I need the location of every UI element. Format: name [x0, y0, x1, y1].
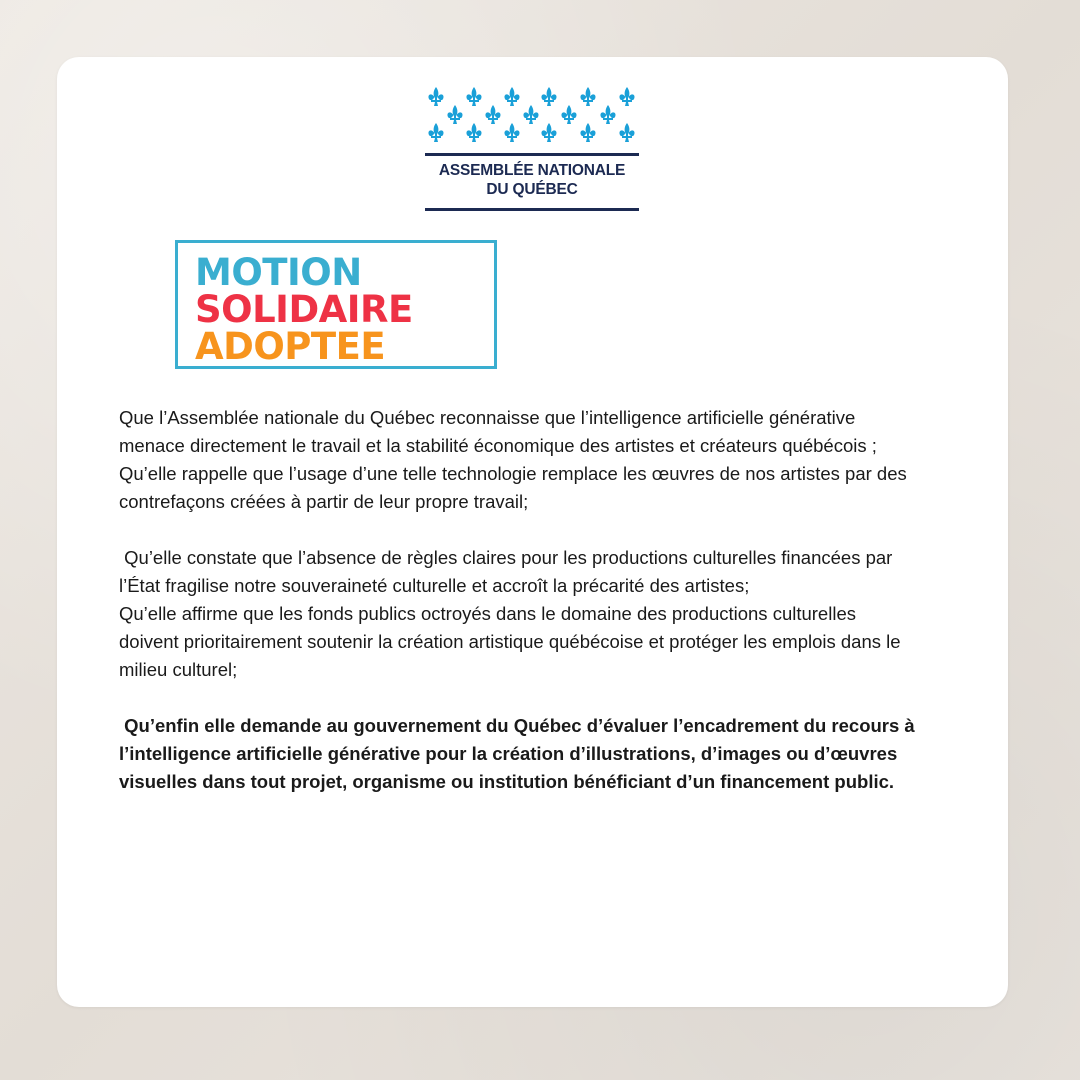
paragraph-gap: [119, 516, 919, 544]
motion-paragraph: Qu’elle affirme que les fonds publics octroyés dans le domaine des productions culturelles doivent prioritairement soutenir la création artistique québécoise et protéger les emplois dans le milieu culturel;: [119, 603, 901, 680]
badge-line-solidaire: SOLIDAIRE: [195, 288, 413, 331]
motion-paragraph: Qu’elle constate que l’absence de règles claires pour les productions culturelles financées par l’État fragilise notre souveraineté culturelle et accroît la précarité des artistes;: [119, 547, 898, 596]
motion-final-request: Qu’enfin elle demande au gouvernement du Québec d’évaluer l’encadrement du recours à l’intelligence artificielle générative pour la création d’illustrations, d’images ou d’œuvres visuelles dans tout projet, organisme ou institution bénéficiant d’un financement public.: [119, 715, 920, 792]
motion-adopted-badge: [175, 240, 497, 369]
logo-title-line1: ASSEMBLÉE NATIONALE: [438, 162, 626, 179]
logo-title-line2: DU QUÉBEC: [486, 181, 578, 198]
motion-paragraph: Que l’Assemblée nationale du Québec reconnaisse que l’intelligence artificielle générative menace directement le travail et la stabilité économique des artistes et créateurs québécois ;: [119, 407, 877, 456]
motion-paragraph: Qu’elle rappelle que l’usage d’une telle technologie remplace les œuvres de nos artistes par des contrefaçons créées à partir de leur propre travail;: [119, 463, 907, 512]
paragraph-gap: [119, 684, 919, 712]
assemblee-nationale-logo: [425, 84, 639, 214]
motion-text: [119, 404, 919, 796]
badge-line-motion: MOTION: [195, 251, 362, 294]
badge-line-adoptee: ADOPTEE: [195, 325, 386, 368]
